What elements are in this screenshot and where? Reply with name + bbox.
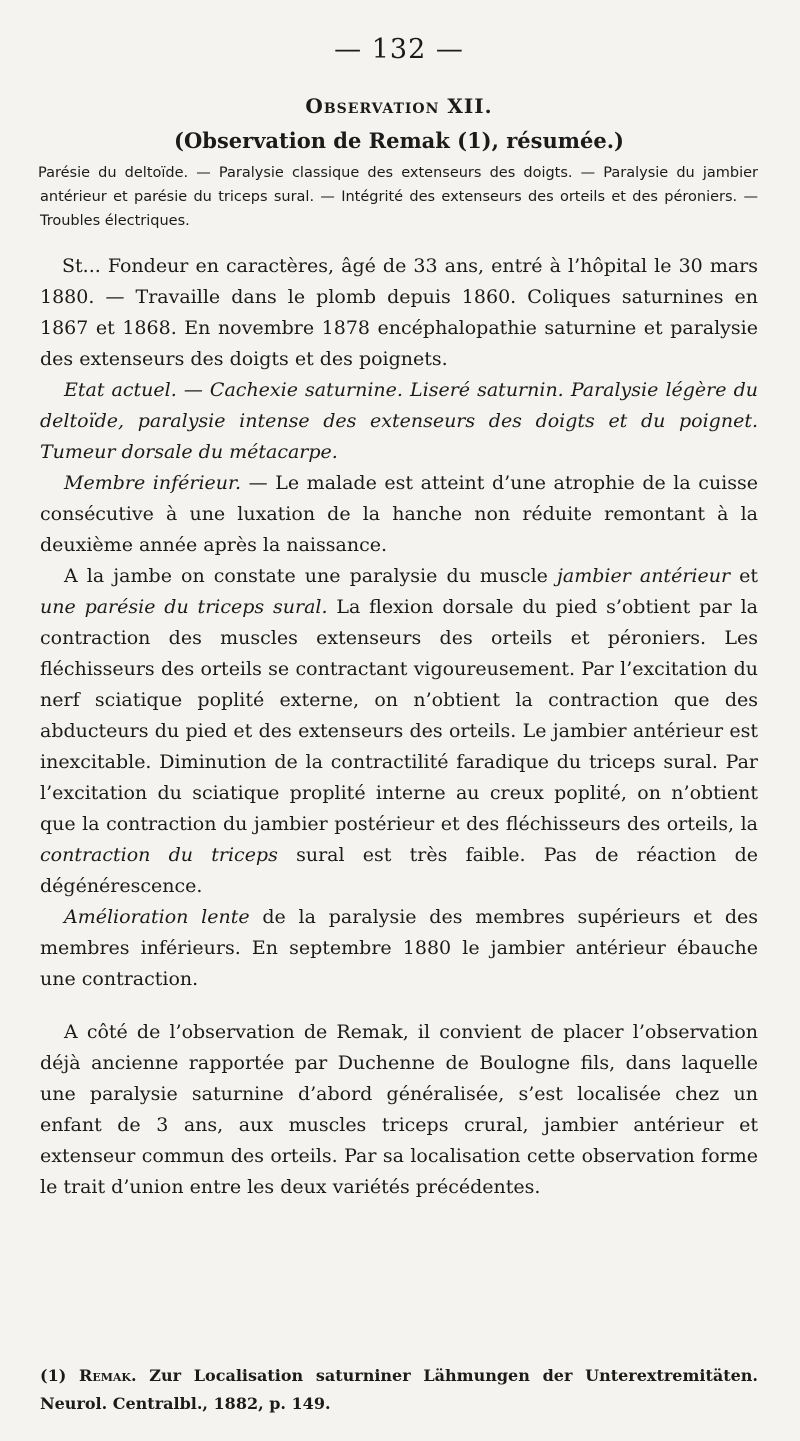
body-text (40, 251, 758, 1203)
paragraph-improvement (40, 902, 758, 995)
footnote-author: Remak. (79, 1366, 137, 1385)
improvement-text: de la paralysie des membres supérieurs et des membres inférieurs. En septembre 1880 le jambier antérieur ébauche une contraction. (40, 906, 758, 990)
leg-exam-text-e: La flexion dorsale du pied s’obtient par la contraction des muscles extenseurs des orteils et péroniers. Les fléchisseurs des orteils se contractant vigoureusement. Par l’excitation du nerf sciatique poplité externe, on n’obtient la contraction que des abducteurs du pied et des extenseurs des orteils. Le jambier antérieur est inexcitable. Diminution de la contractilité faradique du triceps sural. Par l’excitation du sciatique proplité interne au creux poplité, on n’obtient que la contraction du jambier postérieur et des fléchisseurs des orteils, la (40, 596, 758, 835)
improvement-heading: Amélioration lente (64, 906, 250, 928)
page-number: — 132 — (334, 34, 464, 65)
observation-summary: Parésie du deltoïde. — Paralysie classique des extenseurs des doigts. — Paralysie du jambier antérieur et parésie du triceps sural. — Intégrité des extenseurs des orteils et des péroniers. — Troubles électriques. (38, 165, 758, 229)
paragraph-gap (40, 995, 758, 1017)
lower-limb-text: — Le malade est atteint d’une atrophie de la cuisse consécutive à une luxation de la hanche non réduite remontant à la deuxième année après la naissance. (40, 472, 758, 556)
leg-exam-italic-d: une parésie du triceps sural. (40, 596, 328, 618)
leg-exam-text-a: A la jambe on constate une paralysie du muscle (64, 565, 557, 587)
leg-exam-italic-f: contraction du triceps (40, 844, 278, 866)
paragraph-current-state: Etat actuel. — Cachexie saturnine. Liseré saturnin. Paralysie légère du deltoïde, paralysie intense des extenseurs des doigts et du poignet. Tumeur dorsale du métacarpe. (40, 379, 758, 463)
paragraph-leg-exam (40, 561, 758, 902)
leg-exam-text-g: sural est très faible. Pas de réaction de dégénérescence. (40, 844, 758, 897)
footnote-text: Zur Localisation saturniner Lähmungen der Unterextremitäten. Neurol. Centralbl., 1882, p. 149. (40, 1366, 758, 1413)
lower-limb-heading: Membre inférieur. (64, 472, 242, 494)
leg-exam-text-c: et (730, 565, 759, 587)
paragraph-history: St... Fondeur en caractères, âgé de 33 ans, entré à l’hôpital le 30 mars 1880. — Travaille dans le plomb depuis 1860. Coliques saturnines en 1867 et 1868. En novembre 1878 encéphalopathie saturnine et paralysie des extenseurs des doigts et des poignets. (40, 255, 758, 370)
paragraph-duchenne: A côté de l’observation de Remak, il convient de placer l’observation déjà ancienne rapportée par Duchenne de Boulogne fils, dans laquelle une paralysie saturnine d’abord généralisée, s’est localisée chez un enfant de 3 ans, aux muscles triceps crural, jambier antérieur et extenseur commun des orteils. Par sa localisation cette observation forme le trait d’union entre les deux variétés précédentes. (40, 1021, 758, 1198)
footnote (40, 1362, 758, 1418)
observation-subtitle: (Observation de Remak (1), résumée.) (174, 128, 624, 153)
leg-exam-italic-b: jambier antérieur (556, 565, 731, 587)
footnote-marker: (1) (40, 1366, 67, 1385)
observation-title: Observation XII. (305, 94, 493, 118)
paragraph-lower-limb (40, 468, 758, 561)
